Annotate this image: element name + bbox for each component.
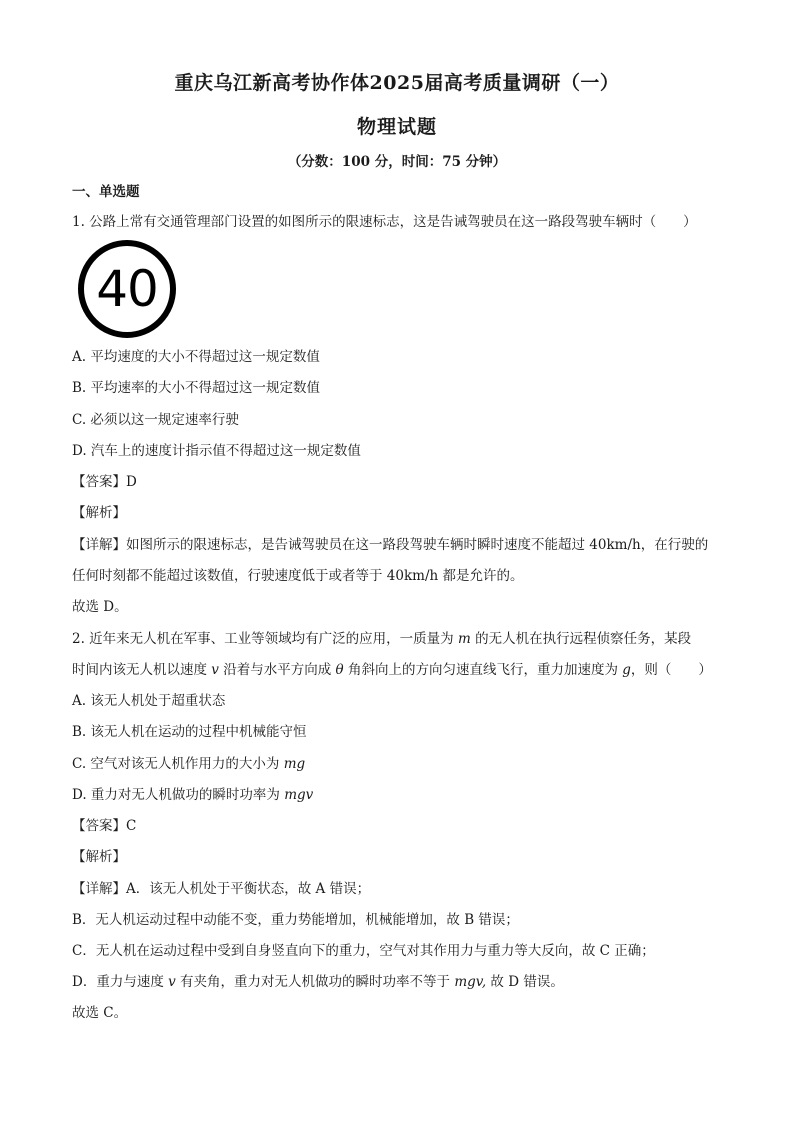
q2-option-a: A. 该无人机处于超重状态 — [72, 693, 226, 709]
q1-option-a: A. 平均速度的大小不得超过这一规定数值 — [72, 349, 320, 365]
q2-detail-d-text: 故 D 错误。 — [486, 974, 564, 990]
q2-option-d-var: mgv — [284, 787, 314, 803]
q1-detail-line-2: 任何时刻都不能超过该数值，行驶速度低于或者等于 40km/h 都是允许的。 — [72, 568, 524, 584]
q1-detail-line-1: 【详解】如图所示的限速标志，是告诫驾驶员在这一路段驾驶车辆时瞬时速度不能超过 40km/h，在行驶的 — [72, 537, 709, 553]
q2-option-d — [72, 786, 313, 804]
q2-stem-text: 沿着与水平方向成 — [218, 662, 336, 678]
q1-stem: 1. 公路上常有交通管理部门设置的如图所示的限速标志，这是告诫驾驶员在这一路段驾驶车辆时（ ） — [72, 214, 697, 230]
q2-detail-a: 【详解】A．该无人机处于平衡状态，故 A 错误； — [72, 881, 371, 897]
q2-stem-line-2 — [72, 661, 712, 679]
q2-detail-d-var-v: v — [168, 974, 176, 990]
exam-meta: （分数：100 分，时间：75 分钟） — [287, 154, 507, 170]
q2-stem-text: 的无人机在执行远程侦察任务，某段 — [470, 631, 692, 647]
q2-stem-text: 角斜向上的方向匀速直线飞行，重力加速度为 — [343, 662, 623, 678]
q2-option-d-text: D. 重力对无人机做功的瞬时功率为 — [72, 787, 285, 803]
q1-conclusion: 故选 D。 — [72, 599, 128, 615]
q2-var-g: g — [622, 662, 631, 678]
q2-detail-d-var: mgv, — [454, 974, 487, 990]
q2-stem-text: ，则（ ） — [630, 662, 712, 678]
q1-answer: 【答案】D — [72, 474, 137, 490]
q2-option-c-var: mg — [283, 756, 306, 772]
speed-limit-value: 40 — [96, 260, 158, 318]
q2-option-c-text: C. 空气对该无人机作用力的大小为 — [72, 756, 284, 772]
q2-var-theta: θ — [335, 662, 344, 678]
q2-var-m: m — [457, 631, 471, 647]
q1-analysis-label: 【解析】 — [72, 505, 126, 521]
q2-var-v: v — [211, 662, 219, 678]
speed-limit-sign-icon — [78, 240, 176, 338]
section-heading: 一、单选题 — [72, 184, 140, 200]
q2-stem-text: 2. 近年来无人机在军事、工业等领域均有广泛的应用，一质量为 — [72, 631, 458, 647]
q2-option-b: B. 该无人机在运动的过程中机械能守恒 — [72, 724, 307, 740]
q1-option-c: C. 必须以这一规定速率行驶 — [72, 412, 239, 428]
q1-option-d: D. 汽车上的速度计指示值不得超过这一规定数值 — [72, 443, 361, 459]
q2-detail-b: B．无人机运动过程中动能不变，重力势能增加，机械能增加，故 B 错误； — [72, 912, 519, 928]
q2-detail-d-text: 有夹角，重力对无人机做功的瞬时功率不等于 — [175, 974, 455, 990]
q2-option-c — [72, 755, 305, 773]
q2-analysis-label: 【解析】 — [72, 849, 126, 865]
q2-detail-d-text: D．重力与速度 — [72, 974, 169, 990]
q2-detail-c: C．无人机在运动过程中受到自身竖直向下的重力，空气对其作用力与重力等大反向，故 C 正确； — [72, 943, 655, 959]
q2-conclusion: 故选 C。 — [72, 1005, 128, 1021]
q1-option-b: B. 平均速率的大小不得超过这一规定数值 — [72, 380, 321, 396]
exam-subject: 物理试题 — [356, 116, 437, 138]
q2-stem-line-1 — [72, 630, 691, 648]
exam-title: 重庆乌江新高考协作体2025届高考质量调研（一） — [174, 72, 620, 94]
q2-stem-text: 时间内该无人机以速度 — [72, 662, 212, 678]
q2-answer: 【答案】C — [72, 818, 137, 834]
q2-detail-d — [72, 973, 564, 991]
